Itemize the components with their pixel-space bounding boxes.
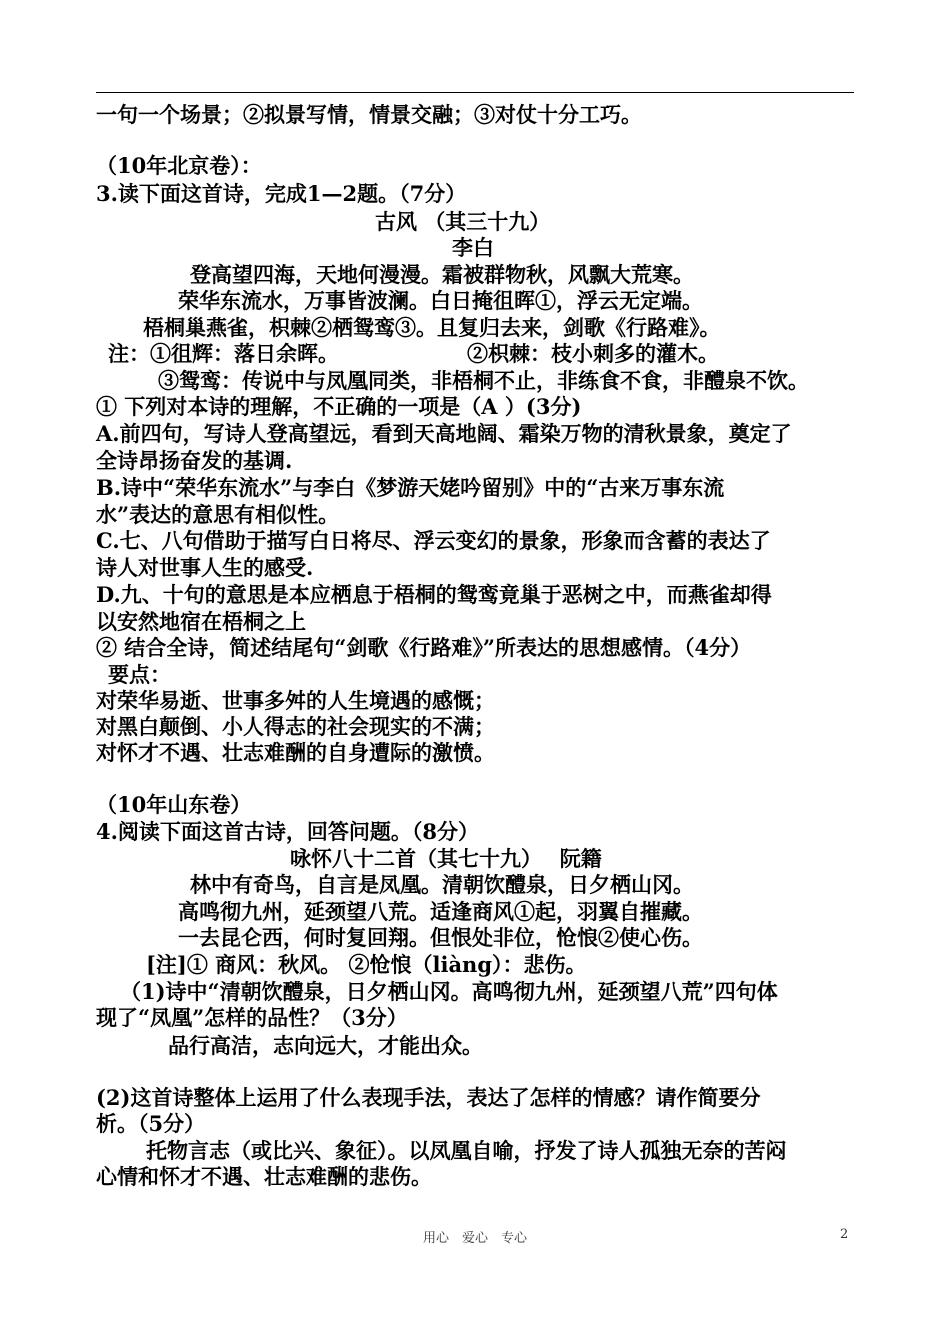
- question-heading: 3.读下面这首诗，完成1—2题。（7分）: [96, 181, 467, 206]
- answer-line: 品行高洁，志向远大，才能出众。: [168, 1033, 483, 1058]
- question-line: (2)这首诗整体上运用了什么表现手法，表达了怎样的情感？请作简要分: [96, 1085, 761, 1110]
- option-line: D.九、十句的意思是本应栖息于梧桐的鸳鸾竟巢于恶树之中，而燕雀却得: [96, 582, 772, 607]
- option-line: C.七、八句借助于描写白日将尽、浮云变幻的景象，形象而含蓄的表达了: [96, 528, 771, 553]
- note-line: [注]① 商风：秋风。 ②怆悢（liàng）：悲伤。: [146, 952, 587, 977]
- poem-line: 登高望四海，天地何漫漫。霜被群物秋，风飘大荒寒。: [190, 262, 694, 287]
- answer-line: 对黑白颠倒、小人得志的社会现实的不满；: [96, 714, 495, 739]
- question-line: 现了“凤凰”怎样的品性？（3分）: [96, 1005, 408, 1030]
- question-line: ① 下列对本诗的理解，不正确的一项是（A ）(3分): [96, 394, 582, 419]
- poem-line: 一去昆仑西，何时复回翔。但恨处非位，怆悢②使心伤。: [178, 925, 703, 950]
- poem-title: 古风 （其三十九）: [375, 209, 551, 234]
- note-line: 注：①徂辉：落日余晖。: [108, 341, 339, 366]
- poem-line: 林中有奇鸟，自言是凤凰。清朝饮醴泉，日夕栖山冈。: [190, 872, 694, 897]
- poem-line: 荣华东流水，万事皆波澜。白日掩徂晖①，浮云无定端。: [178, 288, 703, 313]
- option-line: 诗人对世事人生的感受.: [96, 555, 314, 580]
- answer-line: 心情和怀才不遇、壮志难酬的悲伤。: [96, 1164, 432, 1189]
- note-line: ③鸳鸾：传说中与凤凰同类，非梧桐不止，非练食不食，非醴泉不饮。: [158, 368, 809, 393]
- option-line: 水”表达的意思有相似性。: [96, 502, 340, 527]
- footer-slogan: 用心 爱心 专心: [422, 1231, 527, 1246]
- question-heading: 4.阅读下面这首古诗，回答问题。（8分）: [96, 819, 480, 844]
- question-line: ② 结合全诗，简述结尾句“剑歌《行路难》”所表达的思想感情。（4分）: [96, 635, 752, 660]
- poem-line: 梧桐巢燕雀，枳棘②栖鸳鸾③。且复归去来，剑歌《行路难》。: [143, 315, 721, 340]
- option-line: B.诗中“荣华东流水”与李白《梦游天姥吟留别》中的“古来万事东流: [96, 475, 725, 500]
- option-line: 全诗昂扬奋发的基调.: [96, 448, 293, 473]
- answer-line: 对荣华易逝、世事多舛的人生境遇的感慨；: [96, 688, 495, 713]
- page-number: 2: [840, 1227, 849, 1242]
- answer-line: 对怀才不遇、壮志难酬的自身遭际的激愤。: [96, 740, 495, 765]
- section-heading: （10年山东卷）: [96, 792, 252, 817]
- question-line: （1)诗中“清朝饮醴泉，日夕栖山冈。高鸣彻九州，延颈望八荒”四句体: [120, 979, 778, 1004]
- answer-line: 托物言志（或比兴、象征）。以凤凰自喻，抒发了诗人孤独无奈的苦闷: [146, 1138, 787, 1163]
- answer-label: 要点：: [108, 662, 171, 687]
- option-line: A.前四句，写诗人登高望远，看到天高地阔、霜染万物的清秋景象，奠定了: [96, 421, 792, 446]
- poem-title: 咏怀八十二首（其七十九） 阮籍: [290, 846, 602, 871]
- option-line: 以安然地宿在梧桐之上: [96, 609, 306, 634]
- note-line: ②枳棘：枝小刺多的灌木。: [467, 341, 719, 366]
- poem-author: 李白: [452, 235, 494, 260]
- poem-line: 高鸣彻九州，延颈望八荒。适逢商风①起，羽翼自摧藏。: [178, 899, 703, 924]
- header-rule: [96, 92, 854, 93]
- question-line: 析。（5分）: [96, 1111, 206, 1136]
- section-heading: （10年北京卷）：: [96, 153, 262, 178]
- text-line: 一句一个场景；②拟景写情，情景交融；③对仗十分工巧。: [96, 102, 642, 127]
